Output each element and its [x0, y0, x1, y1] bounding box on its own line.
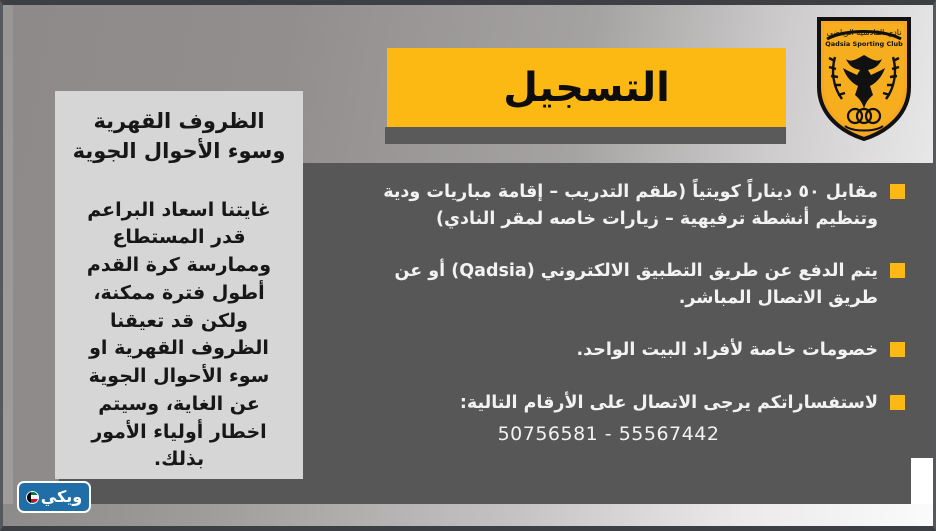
- wiki-watermark-label: ويكي: [40, 487, 83, 506]
- list-item: [339, 258, 905, 311]
- bullet-text: خصومات خاصة لأفراد البيت الواحد.: [576, 340, 878, 361]
- registration-details-list: [339, 179, 905, 448]
- wiki-watermark-badge: [17, 481, 91, 513]
- bullet-square-icon: [890, 342, 905, 357]
- force-majeure-panel: [55, 91, 303, 479]
- qadsia-club-crest-icon: [815, 13, 913, 141]
- bullet-text: مقابل ٥٠ ديناراً كويتياً (طقم التدريب – إقامة مباريات ودية وتنظيم أنشطة ترفيهية – زيارات خاصه لمقر النادي): [383, 182, 878, 229]
- slide-footer-corner: [911, 458, 933, 504]
- slide-left-rail: [3, 5, 13, 526]
- list-item: [339, 337, 905, 364]
- svg-text:نادي القادسية الرياضي: نادي القادسية الرياضي: [826, 28, 902, 37]
- list-item: [339, 179, 905, 232]
- slide-footer-bar: [3, 504, 933, 526]
- contact-phone-numbers: 50756581 - 55567442: [497, 422, 720, 445]
- bullet-text: [339, 390, 878, 448]
- list-item: [339, 390, 905, 448]
- panel-heading: الظروف القهرية وسوء الأحوال الجوية: [72, 109, 286, 163]
- bullet-square-icon: [890, 263, 905, 278]
- svg-text:Qadsia Sporting Club: Qadsia Sporting Club: [825, 40, 903, 48]
- kuwait-flag-icon: [26, 491, 39, 504]
- bullet-square-icon: [890, 184, 905, 199]
- contact-prompt: لاستفساراتكم يرجى الاتصال على الأرقام التالية:: [459, 392, 878, 413]
- bullet-text: يتم الدفع عن طريق التطبيق الالكتروني (Qadsia) أو عن طريق الاتصال المباشر.: [394, 261, 878, 308]
- panel-body-text: غايتنا اسعاد البراعم قدر المستطاع وممارسة كرة القدم أطول فترة ممكنة، ولكن قد تعيقنا الظروف القهرية او سوء الأحوال الجوية عن الغاية، وسيتم اخطار أولياء الأمور بذلك.: [86, 198, 272, 471]
- title-banner: [387, 48, 786, 127]
- bullet-square-icon: [890, 395, 905, 410]
- title-banner-shadow: [385, 127, 786, 144]
- page-title: التسجيل: [503, 64, 670, 111]
